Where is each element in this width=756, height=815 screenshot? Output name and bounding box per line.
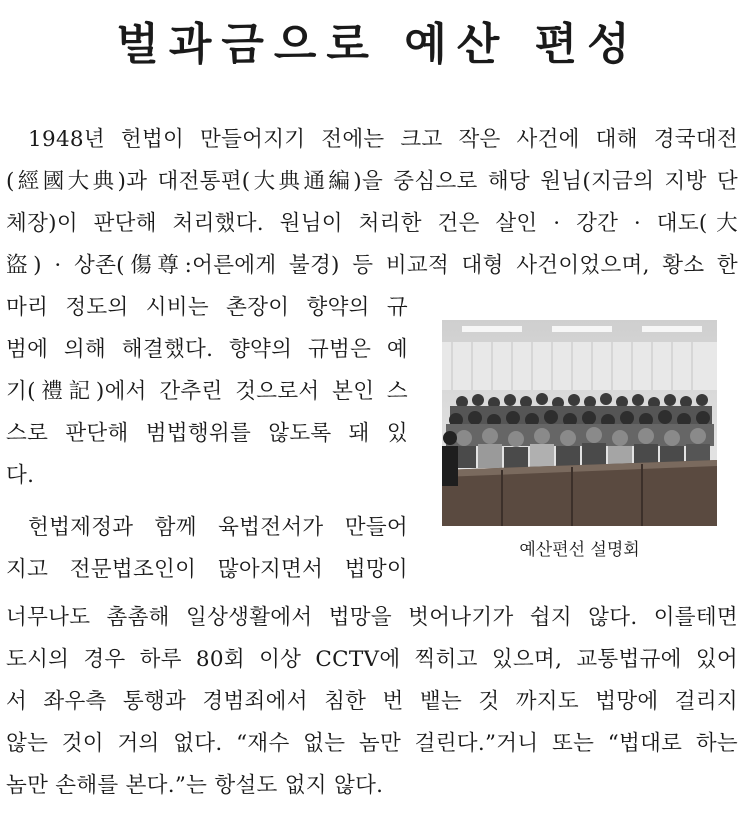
text-line: 마리 정도의 시비는 촌장이 향약의 규 — [6, 295, 408, 320]
text-line: 盜) · 상존(傷尊:어른에게 불경) 등 비교적 대형 사건이었으며, 황소 한 — [6, 253, 738, 278]
text-line: 너무나도 촘촘해 일상생활에서 법망을 벗어나기가 쉽지 않다. 이를테면 — [6, 605, 738, 630]
text-line: 1948년 헌법이 만들어지기 전에는 크고 작은 사건에 대해 경국대전 — [28, 127, 738, 152]
article-title: 벌과금으로 예산 편성 — [116, 19, 640, 70]
text-line: 않는 것이 거의 없다. “재수 없는 놈만 걸린다.”거니 또는 “법대로 하는 — [6, 731, 738, 756]
text-line: 체장)이 판단해 처리했다. 원님이 처리한 건은 살인 · 강간 · 대도(大 — [6, 211, 738, 236]
text-line: 다. — [6, 463, 35, 488]
text-line: 놈만 손해를 본다.”는 항설도 없지 않다. — [6, 773, 384, 798]
meeting-photo — [442, 320, 717, 526]
photo-caption: 예산편선 설명회 — [519, 540, 640, 560]
text-line: 지고 전문법조인이 많아지면서 법망이 — [6, 557, 408, 582]
text-line: (經國大典)과 대전통편(大典通編)을 중심으로 해당 원님(지금의 지방 단 — [6, 169, 738, 194]
text-line: 서 좌우측 통행과 경범죄에서 침한 번 뱉는 것 까지도 법망에 걸리지 — [6, 689, 738, 714]
text-line: 스로 판단해 범법행위를 않도록 돼 있 — [6, 421, 408, 446]
text-line: 헌법제정과 함께 육법전서가 만들어 — [28, 515, 408, 540]
text-line: 범에 의해 해결했다. 향약의 규범은 예 — [6, 337, 408, 362]
text-line: 도시의 경우 하루 80회 이상 CCTV에 찍히고 있으며, 교통법규에 있어 — [6, 647, 738, 672]
text-line: 기(禮記)에서 간추린 것으로서 본인 스 — [6, 379, 408, 404]
